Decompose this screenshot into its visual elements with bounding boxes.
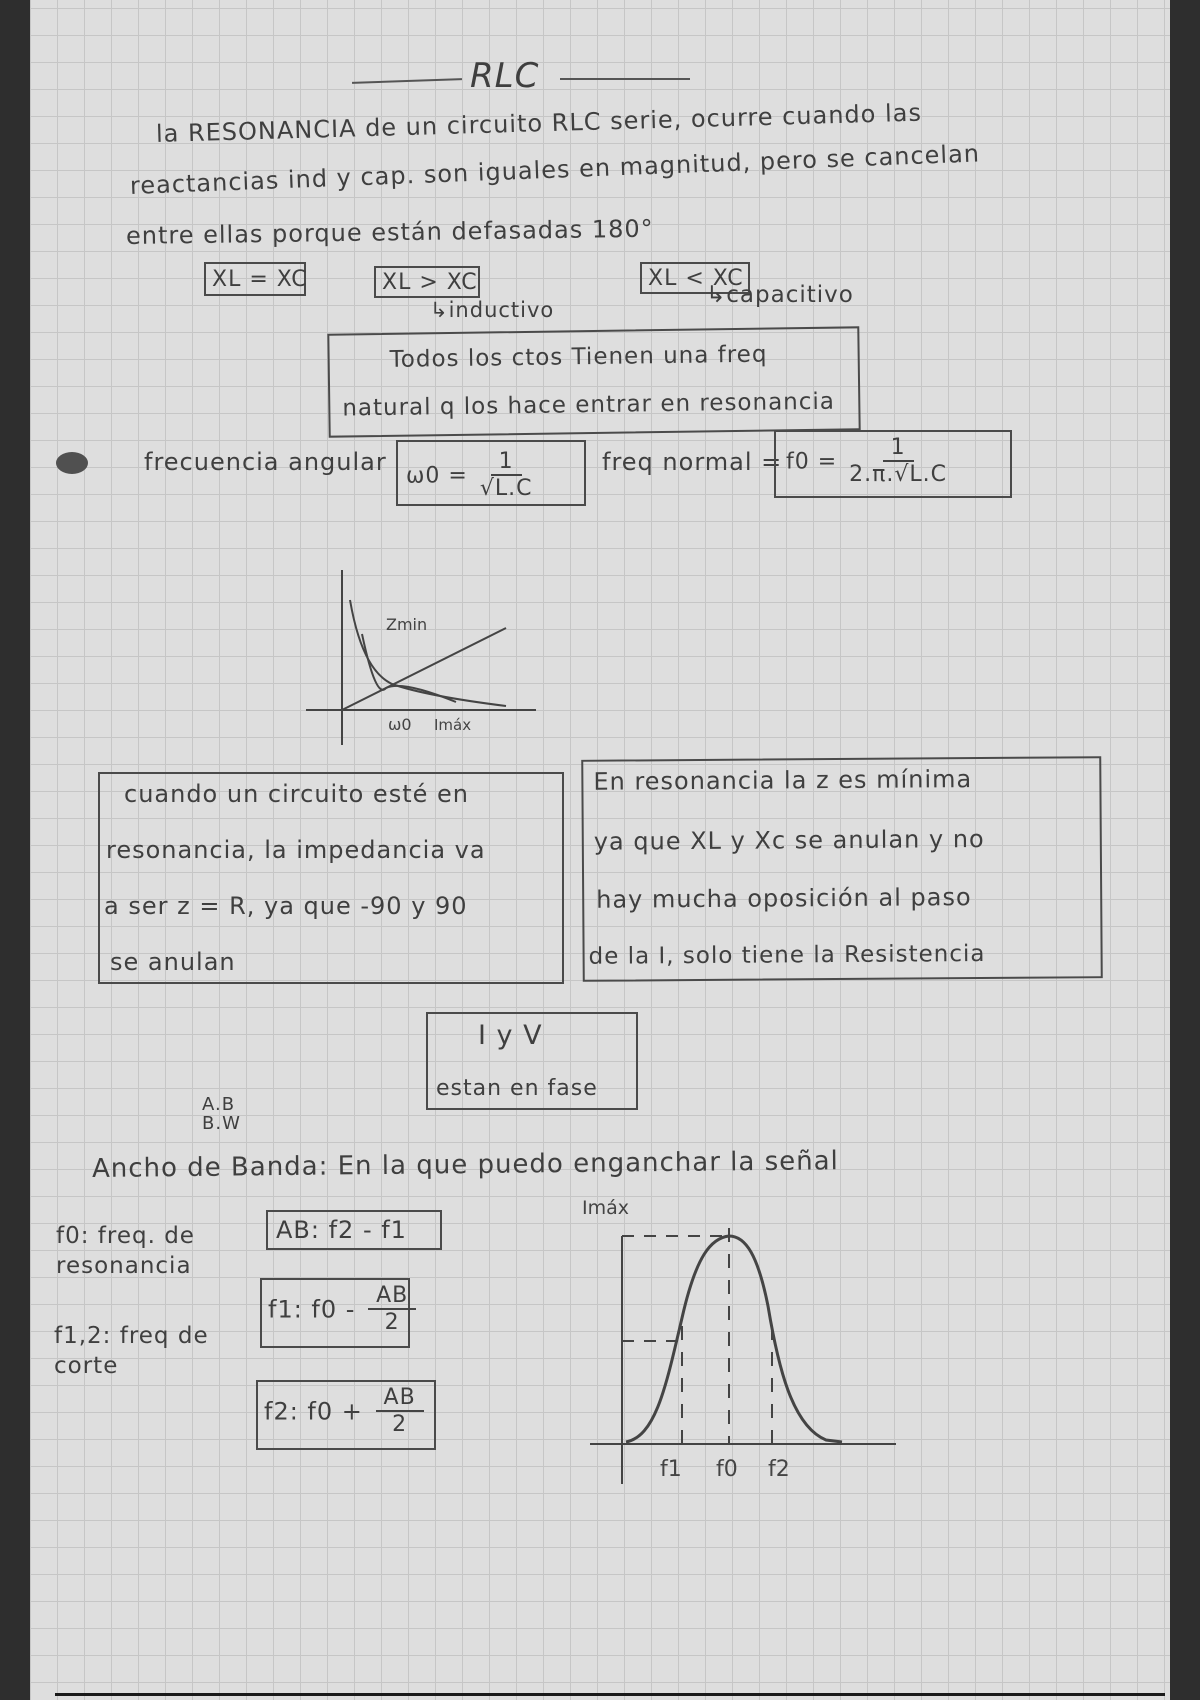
resonance-curve xyxy=(626,1236,842,1442)
normal-frequency-label: freq normal = xyxy=(602,448,783,476)
sketch-xl-line xyxy=(342,628,506,710)
formula-f2 xyxy=(264,1386,424,1439)
page-title: RLC xyxy=(470,56,540,96)
case-note-inductive: ↳inductivo xyxy=(430,298,555,322)
formula-f2-lhs: f2: f0 + xyxy=(264,1397,363,1426)
angular-lhs: ω0 = xyxy=(406,463,468,489)
angular-formula xyxy=(406,450,533,503)
formula-f1-den: 2 xyxy=(384,1310,400,1336)
impedance-explanation-box xyxy=(98,772,564,984)
curve-x-label-f2: f2 xyxy=(768,1457,790,1482)
formula-f1 xyxy=(268,1284,416,1337)
formula-f1-lhs: f1: f0 - xyxy=(268,1295,356,1324)
sketch-xc-curve xyxy=(350,600,506,706)
phase-line-1: I y V xyxy=(478,1020,543,1051)
angular-fraction xyxy=(480,450,533,503)
case-box-inductive xyxy=(374,266,480,298)
sketch-w0-label: ω0 xyxy=(388,715,412,734)
impedance-sketch xyxy=(306,560,546,750)
normal-numerator: 1 xyxy=(883,436,914,462)
normal-formula-box xyxy=(774,430,1012,498)
bandwidth-abbreviation: A.B B.W xyxy=(202,1094,241,1134)
case-formula-inductive: XL > XC xyxy=(382,270,478,295)
intro-line-2: reactancias ind y cap. son iguales en magnitud, pero se cancelan xyxy=(129,139,981,200)
intro-line-1: la RESONANCIA de un circuito RLC serie, ocurre cuando las xyxy=(155,98,923,148)
normal-denominator: 2.π.√L.C xyxy=(849,462,948,488)
angular-frequency-label: frecuencia angular xyxy=(144,448,387,476)
formula-f2-den: 2 xyxy=(392,1412,408,1438)
f12-definition: f1,2: freq de corte xyxy=(54,1323,209,1379)
case-box-equal xyxy=(204,262,306,296)
formula-f1-fraction xyxy=(368,1284,416,1337)
page-bottom-edge xyxy=(55,1693,1165,1696)
angular-formula-box xyxy=(396,440,586,506)
f0-definition: f0: freq. de resonancia xyxy=(56,1223,195,1279)
normal-fraction xyxy=(849,436,947,489)
title-underline-left xyxy=(352,78,462,84)
formula-f2-box xyxy=(256,1380,436,1450)
formula-f1-num: AB xyxy=(368,1284,416,1310)
curve-x-label-f1: f1 xyxy=(660,1457,682,1482)
intro-line-3: entre ellas porque están defasadas 180° xyxy=(125,214,654,250)
impedance-line-3: a ser z = R, ya que -90 y 90 xyxy=(104,892,468,920)
phase-line-2: estan en fase xyxy=(436,1076,598,1101)
formula-f2-num: AB xyxy=(376,1386,424,1412)
impedance-line-1: cuando un circuito esté en xyxy=(124,780,469,808)
normal-formula xyxy=(786,436,947,489)
angular-numerator: 1 xyxy=(491,450,522,476)
formula-f2-fraction xyxy=(376,1386,424,1439)
sketch-z-curve xyxy=(362,634,456,702)
case-note-capacitive: ↳capacitivo xyxy=(706,282,854,308)
resonance-line-4: de la I, solo tiene la Resistencia xyxy=(588,941,986,970)
bandwidth-curve-sketch xyxy=(546,1186,896,1496)
impedance-line-2: resonancia, la impedancia va xyxy=(106,836,486,864)
resonance-explanation-box xyxy=(581,756,1103,982)
case-formula-capacitive: XL < XC xyxy=(648,266,744,291)
normal-lhs: f0 = xyxy=(786,449,838,475)
angular-denominator: √L.C xyxy=(479,476,533,502)
natural-frequency-box xyxy=(327,326,860,437)
phase-box xyxy=(426,1012,638,1110)
formula-f1-box xyxy=(260,1278,410,1348)
natural-line-2: natural q los hace entrar en resonancia xyxy=(342,388,836,422)
curve-x-label-f0: f0 xyxy=(716,1457,738,1482)
punch-hole xyxy=(56,452,88,474)
impedance-line-4: se anulan xyxy=(110,948,236,976)
resonance-line-2: ya que XL y Xc se anulan y no xyxy=(593,825,985,856)
title-underline-right xyxy=(560,78,690,80)
resonance-line-3: hay mucha oposición al paso xyxy=(596,883,972,914)
curve-y-label: Imáx xyxy=(582,1197,629,1219)
sketch-imax-label: Imáx xyxy=(434,716,472,734)
resonance-line-1: En resonancia la z es mínima xyxy=(593,765,973,796)
formula-ab-box xyxy=(266,1210,442,1250)
bandwidth-heading: Ancho de Banda: En la que puedo enganchar la señal xyxy=(91,1146,839,1184)
sketch-zmin-label: Zmin xyxy=(386,615,428,634)
notebook-page xyxy=(30,0,1170,1700)
natural-line-1: Todos los ctos Tienen una freq xyxy=(389,341,768,373)
case-formula-equal: XL = XC xyxy=(212,267,308,292)
formula-ab: AB: f2 - f1 xyxy=(276,1216,407,1244)
